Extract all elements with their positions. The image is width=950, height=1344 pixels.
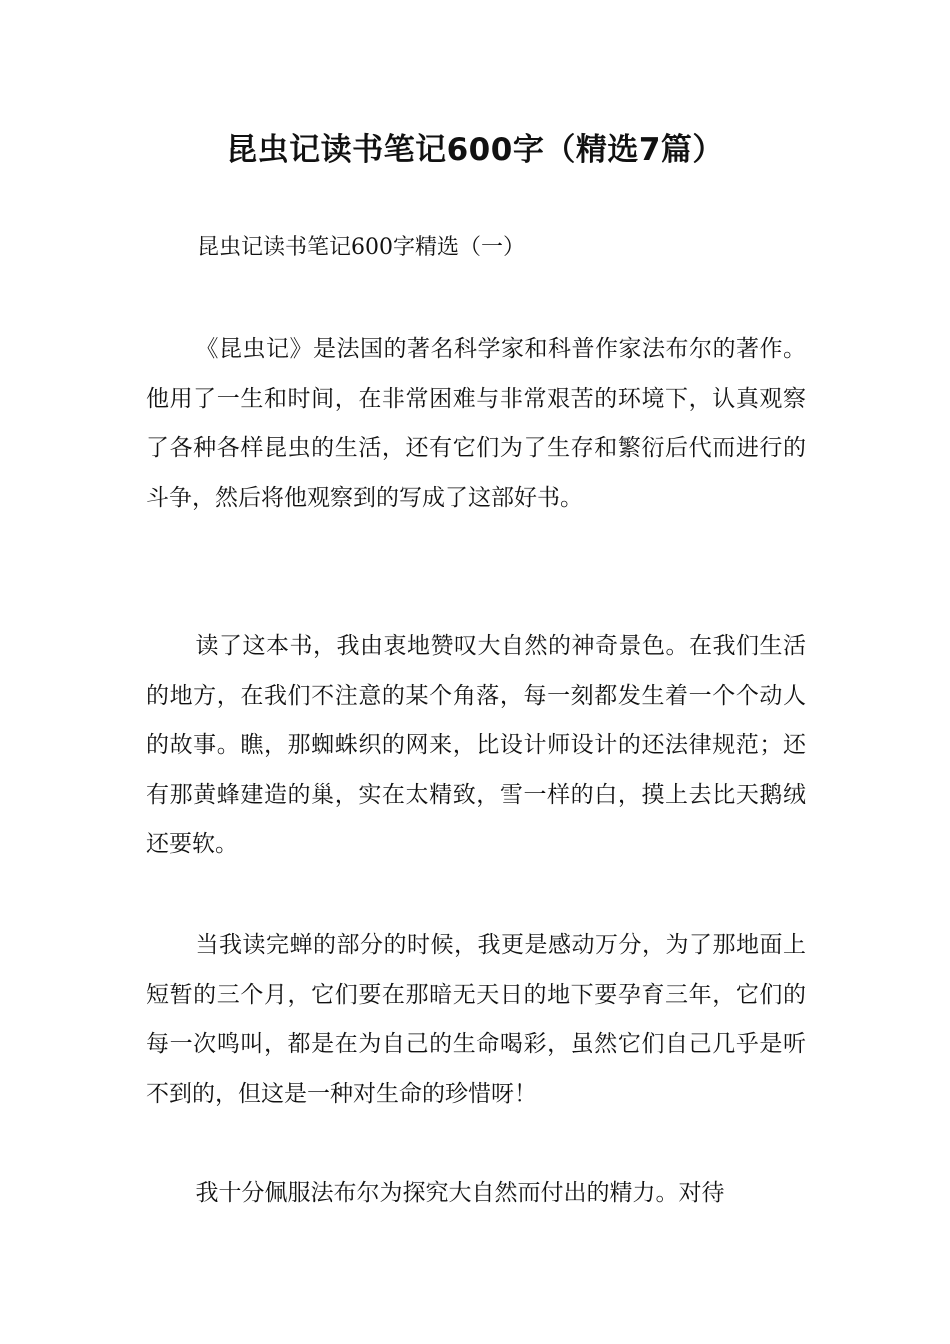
document-title: 昆虫记读书笔记600字（精选7篇） (226, 132, 724, 168)
paragraph-4: 我十分佩服法布尔为探究大自然而付出的精力。对待 (195, 1180, 725, 1206)
paragraph-1: 《昆虫记》是法国的著名科学家和科普作家法布尔的著作。他用了一生和时间，在非常困难与非常艰苦的环境下，认真观察了各种各样昆虫的生活，还有它们为了生存和繁衍后代而进行的斗争，然后将他观察到的写成了这部好书。 (146, 336, 806, 511)
paragraph-2: 读了这本书，我由衷地赞叹大自然的神奇景色。在我们生活的地方，在我们不注意的某个角落，每一刻都发生着一个个动人的故事。瞧，那蜘蛛织的网来，比设计师设计的还法律规范；还有那黄蜂建造的巢，实在太精致，雪一样的白，摸上去比天鹅绒还要软。 (146, 633, 806, 857)
section-heading: 昆虫记读书笔记600字精选（一） (197, 235, 525, 260)
paragraph-3: 当我读完蝉的部分的时候，我更是感动万分，为了那地面上短暂的三个月，它们要在那暗无天日的地下要孕育三年，它们的每一次鸣叫，都是在为自己的生命喝彩，虽然它们自己几乎是听不到的，但这是一种对生命的珍惜呀！ (146, 932, 806, 1107)
